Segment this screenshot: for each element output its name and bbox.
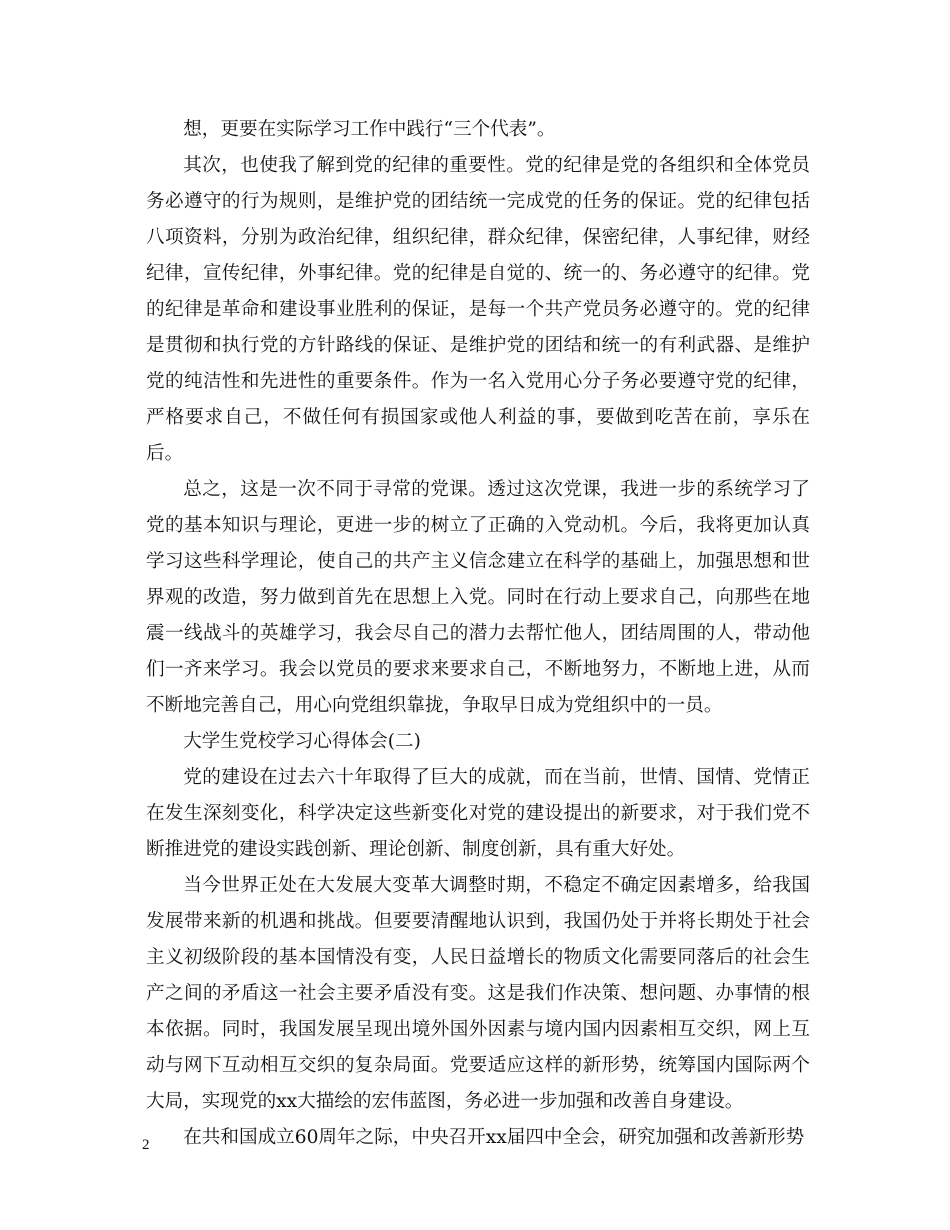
section-heading: 大学生党校学习心得体会(二) bbox=[183, 731, 421, 752]
paragraph-party-building: 党的建设在过去六十年取得了巨大的成就，而在当前，世情、国情、党情正在发生深刻变化，科学决定这些新变化对党的建设提出的新要求，对于我们党不断推进党的建设实践创新、理论创新、制度创新，具有重大好处。 bbox=[146, 767, 810, 860]
paragraph-fourth-plenum: 在共和国成立60周年之际，中央召开xx届四中全会，研究加强和改善新形势 bbox=[183, 1127, 805, 1148]
page-number: 2 bbox=[142, 1137, 150, 1153]
paragraph-continuation: 想，更要在实际学习工作中践行“三个代表”。 bbox=[183, 119, 556, 140]
paragraph-party-discipline: 其次，也使我了解到党的纪律的重要性。党的纪律是党的各组织和全体党员务必遵守的行为规则，是维护党的团结统一完成党的任务的保证。党的纪律包括八项资料，分别为政治纪律，组织纪律，群众纪律，保密纪律，人事纪律，财经纪律，宣传纪律，外事纪律。党的纪律是自觉的、统一的、务必遵守的纪律。党的纪律是革命和建设事业胜利的保证，是每一个共产党员务必遵守的。党的纪律是贯彻和执行党的方针路线的保证、是维护党的团结和统一的有利武器、是维护党的纯洁性和先进性的重要条件。作为一名入党用心分子务必要遵守党的纪律，严格要求自己，不做任何有损国家或他人利益的事，要做到吃苦在前，享乐在后。 bbox=[146, 155, 810, 464]
paragraph-conclusion: 总之，这是一次不同于寻常的党课。透过这次党课，我进一步的系统学习了党的基本知识与理论，更进一步的树立了正确的入党动机。今后，我将更加认真学习这些科学理论，使自己的共产主义信念建立在科学的基础上，加强思想和世界观的改造，努力做到首先在思想上入党。同时在行动上要求自己，向那些在地震一线战斗的英雄学习，我会尽自己的潜力去帮忙他人，团结周围的人，带动他们一齐来学习。我会以党员的要求来要求自己，不断地努力，不断地上进，从而不断地完善自己，用心向党组织靠拢，争取早日成为党组织中的一员。 bbox=[146, 479, 810, 716]
paragraph-world-situation: 当今世界正处在大发展大变革大调整时期，不稳定不确定因素增多，给我国发展带来新的机遇和挑战。但要要清醒地认识到，我国仍处于并将长期处于社会主义初级阶段的基本国情没有变，人民日益增长的物质文化需要同落后的社会生产之间的矛盾这一社会主要矛盾没有变。这是我们作决策、想问题、办事情的根本依据。同时，我国发展呈现出境外国外因素与境内国内因素相互交织，网上互动与网下互动相互交织的复杂局面。党要适应这样的新形势，统筹国内国际两个大局，实现党的xx大描绘的宏伟蓝图，务必进一步加强和改善自身建设。 bbox=[146, 875, 810, 1112]
document-body bbox=[146, 112, 810, 1156]
